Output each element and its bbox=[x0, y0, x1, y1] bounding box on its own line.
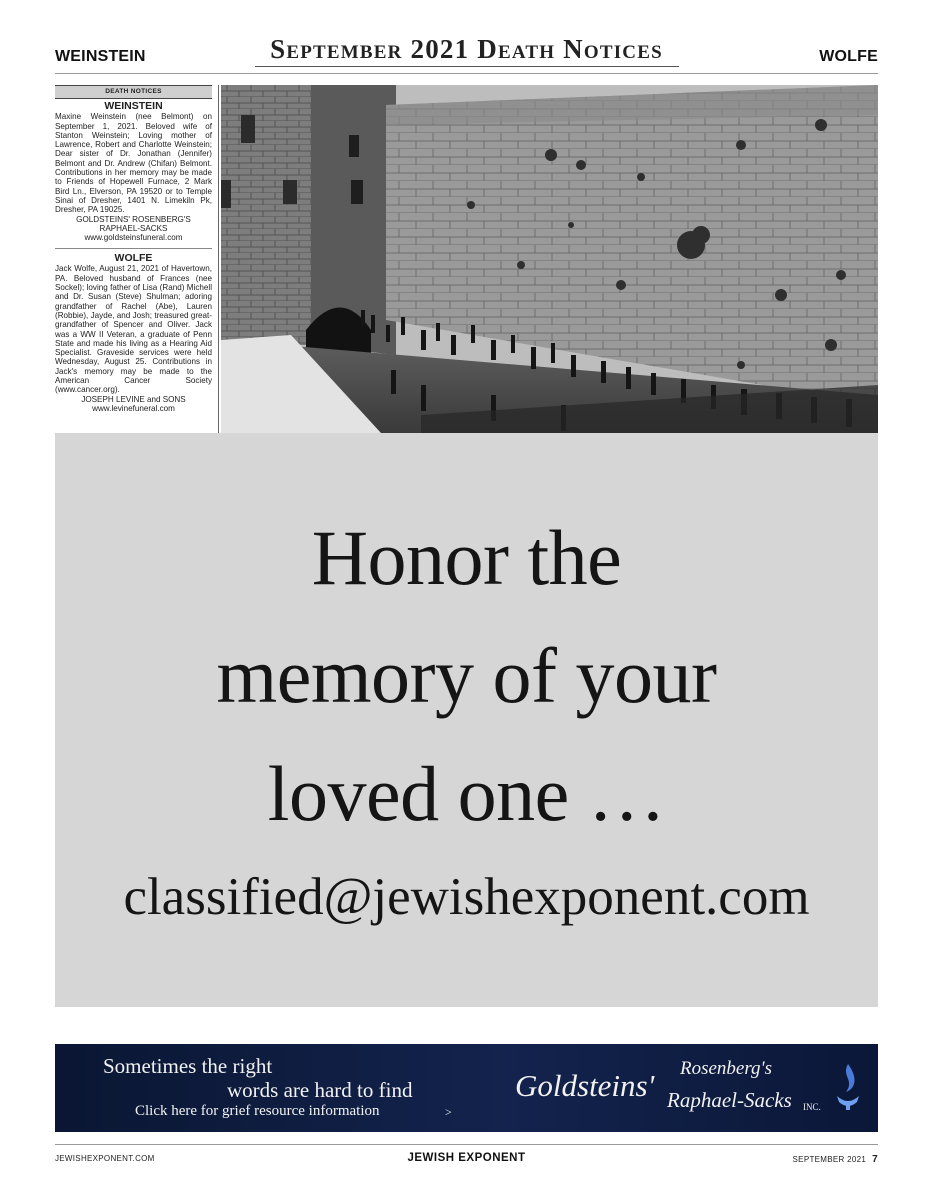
classified-email-link[interactable]: classified@jewishexponent.com bbox=[123, 868, 810, 926]
footer-date: SEPTEMBER 2021 bbox=[792, 1155, 867, 1164]
brand-raphael-sacks: Raphael-Sacks bbox=[667, 1088, 792, 1112]
footer-website: JEWISHEXPONENT.COM bbox=[55, 1154, 155, 1163]
notice-funeral-home: JOSEPH LEVINE and SONS bbox=[81, 394, 186, 404]
notice-name: WOLFE bbox=[114, 252, 153, 265]
honor-line-3: loved one … bbox=[267, 750, 666, 837]
banner-line-2: words are hard to find bbox=[227, 1078, 413, 1102]
notice-wolfe bbox=[55, 253, 212, 413]
notice-weinstein bbox=[55, 101, 212, 242]
honor-memory-ad[interactable] bbox=[55, 433, 878, 1007]
column-rule bbox=[218, 85, 219, 433]
banner-line-1: Sometimes the right bbox=[103, 1054, 273, 1078]
brand-inc: INC. bbox=[803, 1102, 821, 1112]
notice-divider bbox=[55, 248, 212, 249]
notice-body: Maxine Weinstein (nee Belmont) on September 1, 2021. Beloved wife of Stanton Weinstein; Loving mother of Lawrence, Robert and Charlotte Weinstein; Dear sister of Dr. Jonathan (Jennifer) Belmont and Dr. Andrew (Chifan) Belmont. Contributions in her memory may be made to Friends of Hopewell Furnace, 2 Mark Bird Ln., Elverson, PA 19520 or to Temple Sinai of Dresher, 1401 N. Limekiln Pk, Dresher, PA 19025. bbox=[55, 112, 212, 215]
header-right-name: WOLFE bbox=[819, 48, 878, 65]
page-number: 7 bbox=[872, 1154, 878, 1165]
notice-website-link[interactable]: www.goldsteinsfuneral.com bbox=[84, 233, 183, 243]
footer-publication: JEWISH EXPONENT bbox=[407, 1152, 526, 1164]
honor-line-2: memory of your bbox=[216, 632, 717, 719]
death-notices-column bbox=[55, 85, 212, 413]
page-title: September 2021 Death Notices bbox=[270, 34, 663, 64]
notices-section-label: DEATH NOTICES bbox=[55, 85, 212, 99]
header-divider bbox=[55, 73, 878, 74]
banner-arrow-icon: > bbox=[445, 1105, 452, 1119]
notice-body: Jack Wolfe, August 21, 2021 of Havertown, PA. Beloved husband of Frances (nee Sockel); loving father of Lisa (Rand) Michell and Dr. Susan (Steve) Shulman; adoring grandfather of Rachel (Abe), Lauren (Robbie), Jayde, and Josh; treasured great-grandfather of Spencer and Oliver. Jack was a WW II Veteran, a graduate of Penn State and made his living as a Hearing Aid Specialist. Graveside services were held Wednesday, August 25. Contributions in Jack's memory may be made to the American Cancer Society (www.cancer.org). bbox=[55, 264, 212, 395]
footer-divider bbox=[55, 1144, 878, 1145]
brand-rosenbergs: Rosenberg's bbox=[680, 1058, 773, 1079]
notice-website-link[interactable]: www.levinefuneral.com bbox=[92, 403, 175, 413]
banner-line-3: Click here for grief resource information bbox=[135, 1103, 380, 1119]
western-wall-photo bbox=[221, 85, 878, 433]
title-underline bbox=[255, 66, 679, 67]
notice-name: WEINSTEIN bbox=[104, 100, 163, 113]
flame-logo-icon bbox=[833, 1062, 863, 1114]
grief-resource-banner[interactable] bbox=[55, 1044, 878, 1132]
honor-line-1: Honor the bbox=[311, 514, 622, 601]
brand-goldsteins: Goldsteins' bbox=[515, 1068, 655, 1103]
footer-date-page bbox=[793, 1154, 878, 1165]
notice-funeral-home: GOLDSTEINS' ROSENBERG'S RAPHAEL-SACKS bbox=[76, 214, 191, 233]
header-left-name: WEINSTEIN bbox=[55, 48, 146, 65]
